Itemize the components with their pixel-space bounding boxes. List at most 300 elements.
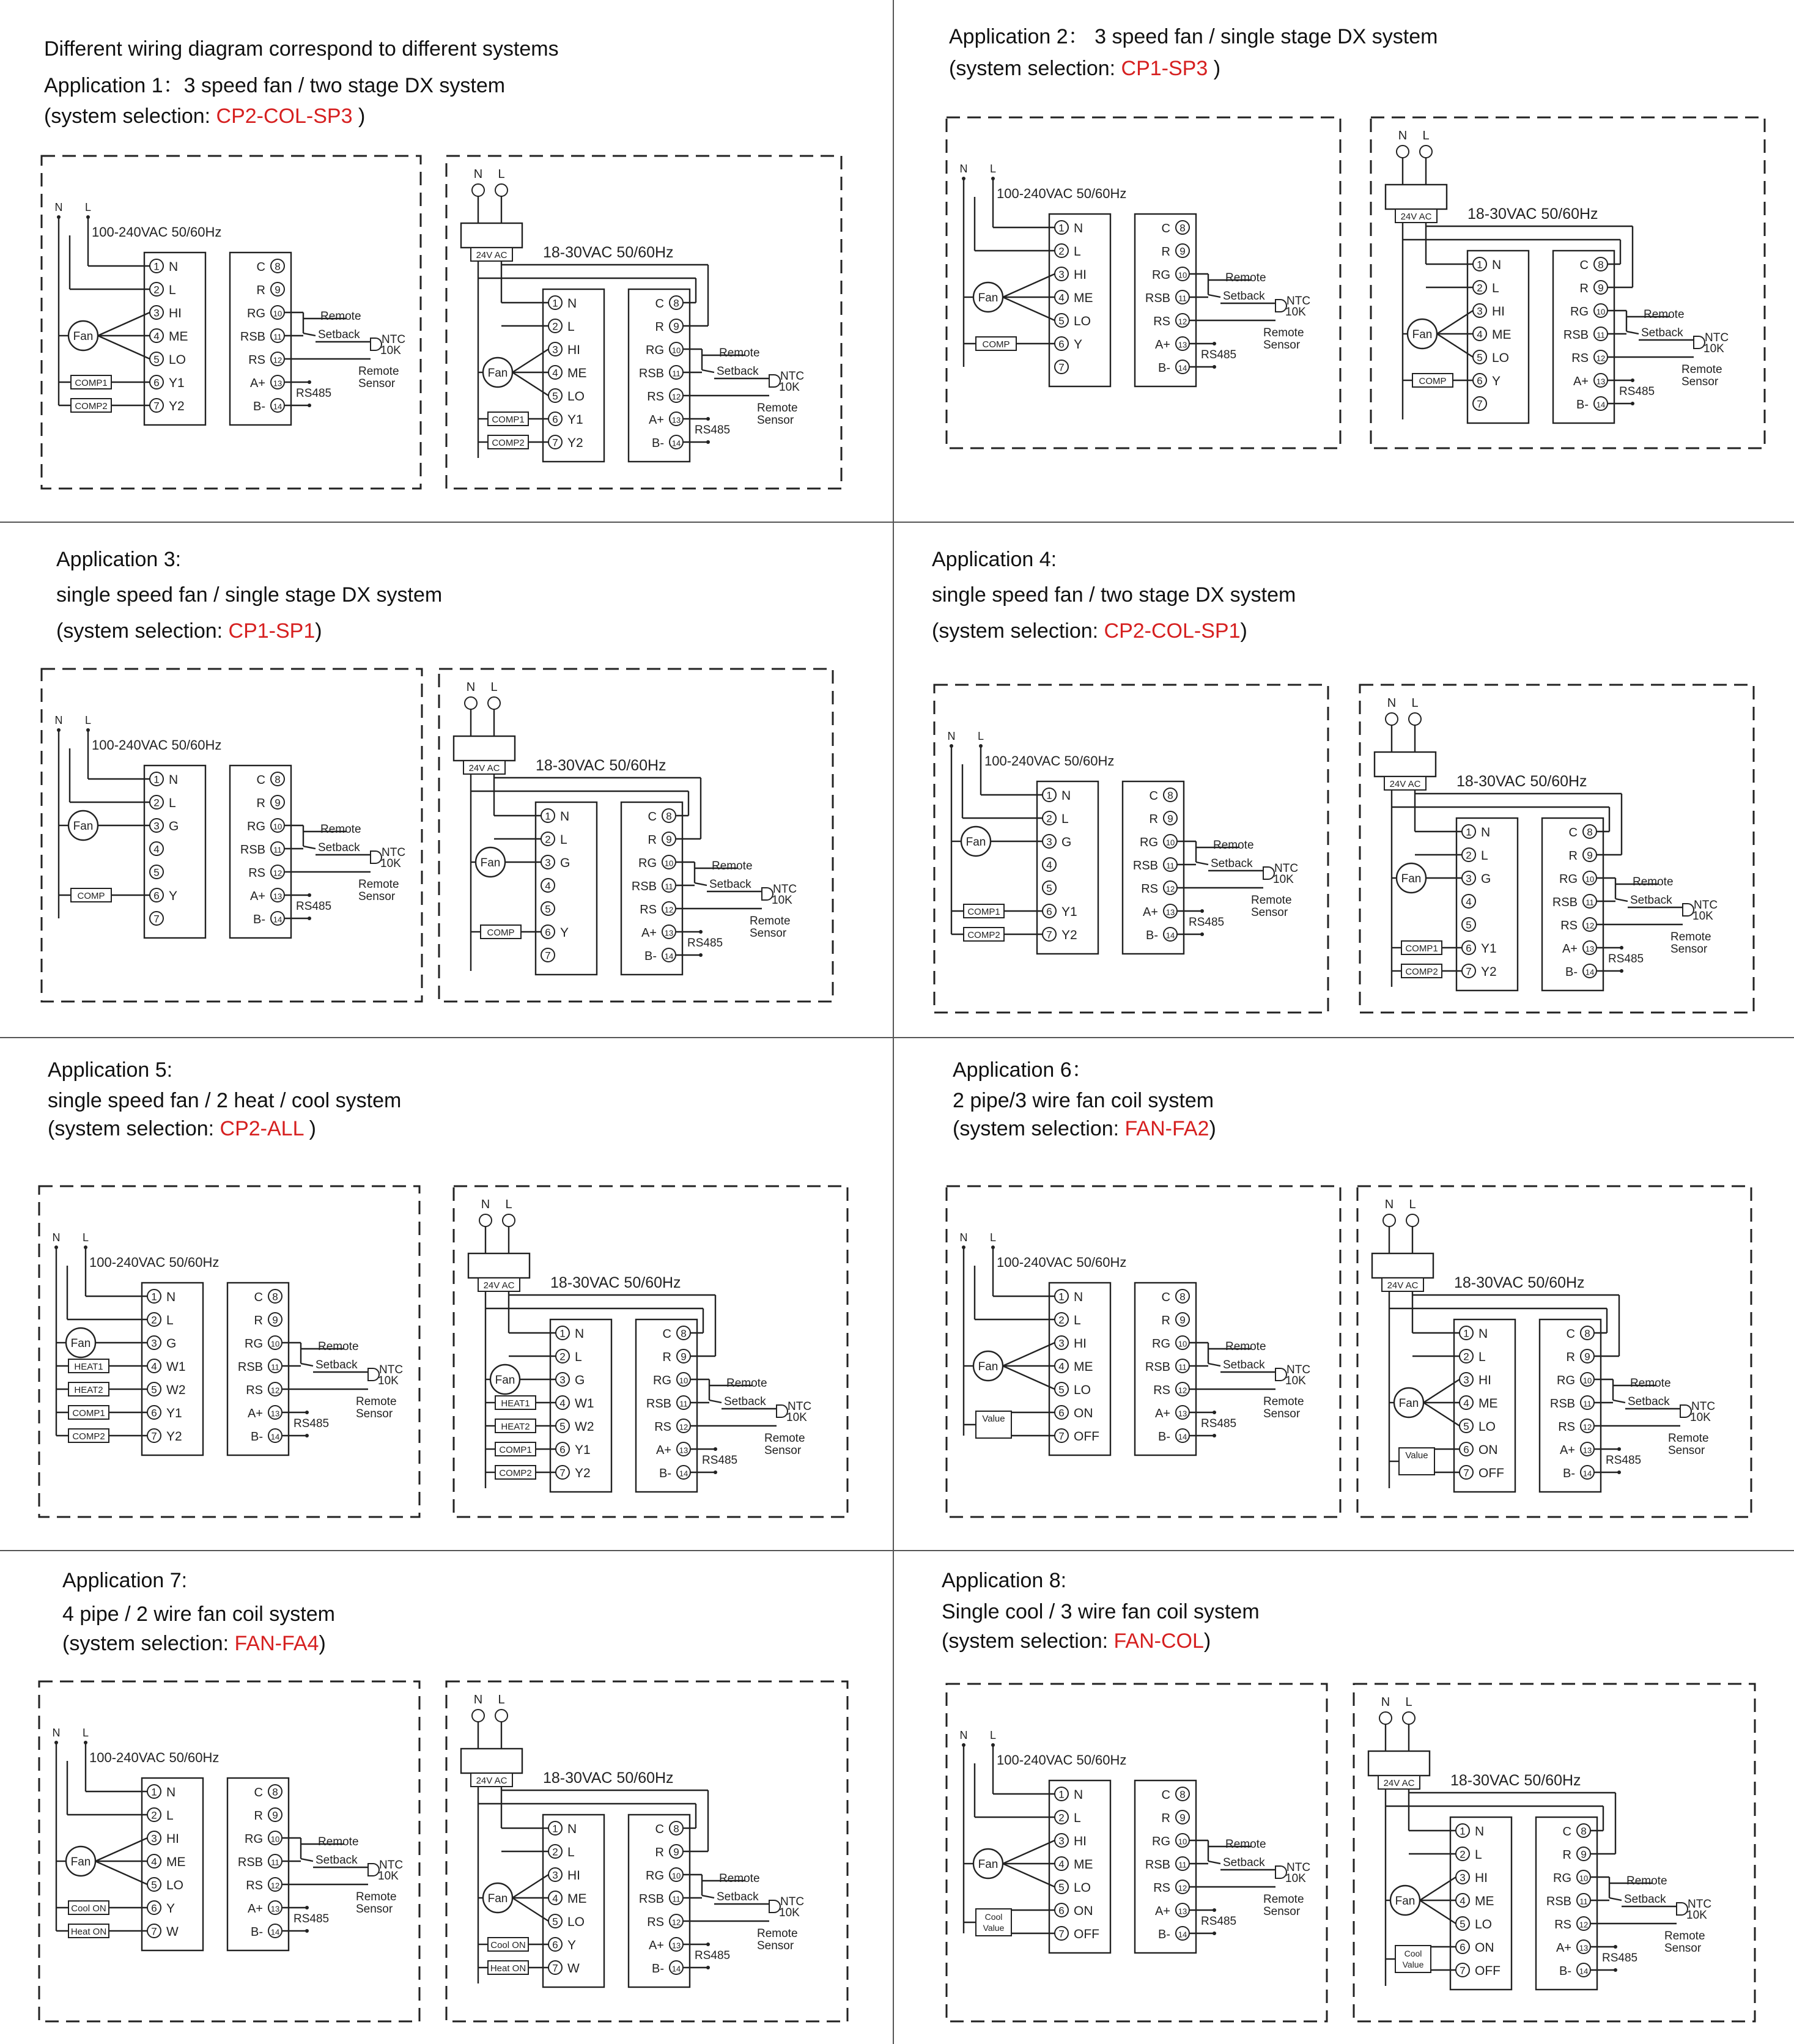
terminal-label-4: ME (1492, 328, 1512, 342)
remote-sensor-label-2: Sensor (358, 890, 396, 903)
rs485-dot-b (1213, 1434, 1216, 1437)
application-subtitle: 2 pipe/3 wire fan coil system (953, 1089, 1214, 1112)
terminal-label-2: L (166, 1313, 174, 1327)
ntc-label: NTC (1286, 1363, 1311, 1376)
ntc-10k-label: 10K (1690, 1411, 1711, 1424)
terminal-2-number: 2 (1463, 1351, 1469, 1363)
right-terminal-label-12: RS (1153, 1881, 1170, 1895)
terminal-5-number: 5 (153, 353, 160, 366)
setback-switch (303, 846, 316, 849)
right-terminal-label-13: A+ (655, 1444, 671, 1457)
device-label-1: COMP (1419, 376, 1447, 386)
supply-N-label: N (473, 1693, 483, 1706)
right-terminal-label-9: R (1579, 282, 1589, 295)
supply-N-label: N (466, 681, 476, 694)
terminal-label-5: LO (567, 1915, 585, 1929)
transformer-top (461, 1749, 522, 1773)
ntc-10k-label: 10K (786, 1411, 807, 1424)
terminal-label-3: HI (1074, 1337, 1087, 1351)
device-label-2: COMP2 (1405, 967, 1438, 977)
terminal-5-number: 5 (1463, 1420, 1469, 1433)
fan-label: Fan (1395, 1895, 1416, 1908)
system-selection-suffix: ) (1203, 1629, 1211, 1653)
terminal-label-1: N (567, 1822, 577, 1836)
right-terminal-10-number: 10 (273, 822, 282, 832)
right-terminal-11-number: 11 (1597, 330, 1605, 340)
terminal-label-7: Y2 (166, 1430, 182, 1444)
terminal-5-number: 5 (151, 1879, 157, 1891)
right-terminal-label-9: R (655, 1846, 664, 1859)
right-terminal-label-14: B- (1158, 361, 1170, 375)
right-terminal-8-number: 8 (272, 1786, 278, 1798)
right-terminal-8-number: 8 (1587, 826, 1593, 838)
right-terminal-14-number: 14 (1165, 931, 1175, 940)
terminal-2-number: 2 (153, 284, 160, 296)
right-terminal-label-10: RG (1152, 1337, 1170, 1351)
ntc-label: NTC (382, 846, 406, 859)
rs485-dot-a (1614, 1945, 1617, 1949)
remote-sensor-label-1: Remote (764, 1432, 805, 1445)
right-terminal-14-number: 14 (679, 1469, 688, 1478)
application-subtitle: single speed fan / two stage DX system (932, 583, 1296, 607)
terminal-1-number: 1 (1466, 826, 1472, 838)
right-terminal-label-8: C (1161, 1291, 1170, 1304)
rs485-dot-a (308, 380, 311, 384)
terminal-label-3: HI (567, 343, 580, 357)
right-terminal-12-number: 12 (1178, 1883, 1187, 1893)
rs485-dot-b (714, 1470, 717, 1474)
device-label-1: COMP (77, 891, 105, 901)
terminal-2-number: 2 (545, 833, 551, 846)
rs485-label: RS485 (695, 1949, 731, 1962)
right-terminal-8-number: 8 (1598, 259, 1604, 271)
terminal-label-4: ME (169, 330, 188, 344)
remote-setback-label-1: Remote (1644, 308, 1685, 321)
supply-L-label: L (498, 1693, 505, 1706)
ntc-label: NTC (379, 1363, 404, 1376)
terminal-2-number: 2 (153, 797, 160, 809)
terminal-label-4: W1 (575, 1396, 594, 1411)
application-title: Application 2： 3 speed fan / single stage DX system (949, 25, 1438, 48)
ntc-label: NTC (780, 370, 805, 383)
application-title: Application 7: (62, 1569, 188, 1592)
supply-N-label: N (52, 1727, 61, 1739)
supply-N-label: N (473, 168, 483, 181)
terminal-5-number: 5 (151, 1384, 157, 1396)
terminal-6-number: 6 (1477, 375, 1483, 387)
rs485-label: RS485 (296, 387, 332, 400)
ntc-label: NTC (1286, 295, 1311, 308)
right-terminal-label-14: B- (1146, 929, 1158, 942)
supply-voltage-label: 18-30VAC 50/60Hz (543, 1769, 674, 1787)
system-selection-prefix: (system selection: (56, 619, 229, 643)
right-terminal-11-number: 11 (273, 845, 282, 855)
right-terminal-10-number: 10 (671, 1871, 681, 1881)
supply-voltage-label: 18-30VAC 50/60Hz (536, 757, 666, 774)
fan-wire-3 (1003, 274, 1055, 297)
setback-switch (1208, 295, 1220, 297)
ntc-label: NTC (1286, 1861, 1311, 1874)
terminal-4-number: 4 (1058, 1858, 1065, 1870)
terminal-label-2: L (1074, 1313, 1081, 1327)
right-terminal-14-number: 14 (1579, 1966, 1589, 1976)
terminal-5-number: 5 (545, 903, 551, 915)
right-terminal-label-12: RS (1560, 919, 1578, 932)
fan-label: Fan (495, 1374, 515, 1387)
setback-switch (1626, 331, 1639, 334)
ntc-label: NTC (788, 1400, 812, 1413)
rs485-dot-b (1200, 932, 1204, 936)
rs485-dot-b (1213, 1931, 1216, 1935)
remote-sensor-label-1: Remote (757, 402, 798, 415)
terminal-4-number: 4 (1466, 896, 1472, 908)
terminal-label-2: L (575, 1350, 582, 1364)
terminal-2-number: 2 (552, 1846, 558, 1858)
ntc-10k-label: 10K (1692, 910, 1713, 923)
terminal-label-7: OFF (1478, 1466, 1504, 1480)
terminal-3-number: 3 (153, 307, 160, 319)
diagram-line-voltage (38, 1185, 421, 1518)
ntc-10k-label: 10K (1285, 1374, 1306, 1387)
right-terminal-label-12: RS (1554, 1918, 1571, 1931)
supply-L-label: L (82, 1727, 89, 1739)
terminal-4-number: 4 (1463, 1397, 1469, 1409)
rs485-label: RS485 (293, 1417, 330, 1430)
right-terminal-8-number: 8 (1581, 1825, 1587, 1837)
terminal-4-number: 4 (559, 1397, 566, 1409)
system-selection-suffix: ) (1209, 1117, 1216, 1140)
right-terminal-label-13: A+ (247, 1407, 263, 1420)
terminal-label-3: G (169, 819, 179, 833)
right-terminal-label-9: R (655, 320, 664, 334)
ntc-10k-label: 10K (380, 344, 401, 357)
remote-sensor-label-2: Sensor (358, 377, 396, 390)
transformer-top (454, 736, 515, 761)
fan-label: Fan (978, 292, 999, 304)
rs485-dot-a (706, 417, 710, 421)
terminal-5-number: 5 (1058, 1881, 1065, 1894)
right-terminal-10-number: 10 (664, 858, 674, 868)
right-terminal-9-number: 9 (275, 797, 281, 809)
terminal-7-number: 7 (151, 1925, 157, 1938)
system-selection-suffix: ) (315, 619, 322, 643)
right-terminal-13-number: 13 (671, 1941, 681, 1950)
right-terminal-9-number: 9 (272, 1809, 278, 1821)
right-terminal-12-number: 12 (1585, 921, 1595, 931)
rs485-dot-b (699, 953, 703, 957)
ntc-10k-label: 10K (1704, 342, 1724, 355)
device-label-2: Heat ON (490, 1963, 526, 1974)
right-terminal-label-11: RSB (1132, 859, 1158, 873)
remote-setback-label-2: Setback (318, 328, 360, 341)
terminal-5-number: 5 (552, 1916, 558, 1928)
remote-sensor-label-2: Sensor (356, 1903, 393, 1916)
terminal-6-number: 6 (151, 1902, 157, 1914)
fan-label: Fan (1398, 1397, 1419, 1410)
right-terminal-label-12: RS (1153, 315, 1170, 328)
remote-sensor-label-1: Remote (1664, 1930, 1705, 1943)
terminal-4-number: 4 (153, 843, 160, 855)
right-terminal-12-number: 12 (671, 1917, 681, 1927)
supply-voltage-label: 100-240VAC 50/60Hz (997, 1255, 1127, 1270)
device-label-2: Heat ON (70, 1927, 107, 1937)
system-selection (953, 1116, 1216, 1141)
right-terminal-label-11: RSB (1546, 1895, 1571, 1908)
transformer-label: 24V AC (1389, 779, 1421, 789)
right-terminal-10-number: 10 (1582, 1376, 1592, 1385)
terminal-2-number: 2 (1058, 1314, 1065, 1326)
right-terminal-10-number: 10 (1178, 270, 1187, 280)
right-terminal-label-13: A+ (249, 890, 265, 903)
right-terminal-8-number: 8 (673, 297, 679, 309)
right-terminal-label-8: C (1161, 222, 1170, 235)
right-terminal-14-number: 14 (671, 438, 681, 448)
terminal-7-number: 7 (1058, 361, 1065, 374)
right-terminal-14-number: 14 (1178, 1930, 1187, 1939)
right-terminal-9-number: 9 (666, 833, 672, 846)
terminal-label-7: Y2 (1061, 928, 1077, 942)
terminal-2-number: 2 (559, 1351, 566, 1363)
terminal-label-4: ME (1074, 1858, 1093, 1872)
terminal-label-6: ON (1074, 1904, 1093, 1918)
right-terminal-12-number: 12 (1582, 1422, 1592, 1432)
right-terminal-label-9: R (1161, 1812, 1170, 1825)
application-title: Application 1：3 speed fan / two stage DX system (44, 74, 506, 97)
right-terminal-13-number: 13 (664, 928, 674, 938)
remote-setback-label-1: Remote (1225, 1838, 1266, 1851)
terminal-label-1: N (169, 260, 179, 274)
terminal-label-3: HI (1074, 268, 1087, 282)
terminal-1-number: 1 (1058, 222, 1065, 234)
application-subtitle: 4 pipe / 2 wire fan coil system (62, 1603, 335, 1626)
rs485-dot-b (308, 917, 311, 920)
right-terminal-8-number: 8 (673, 1823, 679, 1835)
diagram-line-voltage (38, 1680, 421, 2023)
right-terminal-label-14: B- (659, 1467, 671, 1480)
right-terminal-label-8: C (256, 260, 265, 274)
supply-L-label: L (989, 1729, 997, 1741)
diagram-low-voltage (445, 1680, 849, 2023)
remote-setback-label-1: Remote (719, 347, 760, 360)
terminal-5-number: 5 (559, 1420, 566, 1433)
remote-setback-label-2: Setback (1641, 327, 1683, 339)
remote-setback-label-1: Remote (1626, 1875, 1667, 1887)
system-selection-prefix: (system selection: (932, 619, 1104, 643)
terminal-4-number: 4 (1058, 1360, 1065, 1373)
right-terminal-label-10: RG (1553, 1872, 1571, 1885)
right-terminal-label-9: R (256, 797, 265, 810)
terminal-6-number: 6 (552, 1939, 558, 1951)
terminal-6-number: 6 (545, 926, 551, 939)
application-title: Application 6： (953, 1058, 1093, 1082)
fan-wire-5 (95, 1861, 147, 1884)
right-terminal-10-number: 10 (1178, 1837, 1187, 1847)
terminal-label-3: HI (1475, 1871, 1488, 1885)
remote-setback-label-2: Setback (717, 1891, 759, 1903)
terminal-label-7: W (567, 1961, 580, 1976)
remote-setback-label-1: Remote (320, 823, 361, 836)
terminal-6-number: 6 (1058, 338, 1065, 350)
remote-setback-label-2: Setback (1628, 1395, 1670, 1408)
system-selection (942, 1629, 1211, 1653)
right-terminal-14-number: 14 (1178, 1432, 1187, 1442)
system-selection-prefix: (system selection: (949, 57, 1121, 80)
plug-terminal (1409, 713, 1421, 725)
right-terminal-12-number: 12 (679, 1422, 688, 1432)
plug-terminal (1379, 1712, 1392, 1724)
terminal-6-number: 6 (1058, 1905, 1065, 1917)
right-terminal-label-10: RG (1152, 1835, 1170, 1848)
system-selection-prefix: (system selection: (48, 1117, 220, 1140)
plug-terminal (503, 1214, 515, 1227)
setback-switch (695, 883, 707, 885)
rs485-label: RS485 (695, 424, 731, 437)
right-terminal-11-number: 11 (1579, 1897, 1588, 1906)
terminal-3-number: 3 (151, 1832, 157, 1845)
supply-voltage-label: 18-30VAC 50/60Hz (1467, 205, 1598, 223)
terminal-label-3: HI (169, 306, 182, 320)
right-terminal-label-13: A+ (1142, 906, 1158, 919)
remote-setback-label-2: Setback (724, 1395, 766, 1408)
right-terminal-label-13: A+ (1154, 1407, 1170, 1420)
terminal-7-number: 7 (151, 1430, 157, 1442)
fan-label: Fan (70, 1337, 91, 1350)
transformer-label: 24V AC (1383, 1778, 1415, 1788)
rs485-dot-b (1213, 365, 1216, 369)
rs485-label: RS485 (1602, 1952, 1638, 1965)
horizontal-divider-1 (0, 522, 1794, 523)
system-selection (949, 56, 1220, 81)
remote-setback-label-1: Remote (719, 1872, 760, 1885)
rs485-dot-b (305, 1929, 309, 1933)
ntc-label: NTC (1688, 1898, 1712, 1911)
terminal-5-number: 5 (153, 866, 160, 879)
ntc-label: NTC (1694, 899, 1718, 912)
remote-setback-label-2: Setback (709, 878, 751, 891)
device-label-4: COMP2 (499, 1468, 532, 1478)
device-label-1: COMP1 (75, 378, 108, 388)
setback-switch (1613, 1400, 1625, 1403)
right-terminal-14-number: 14 (273, 402, 282, 411)
terminal-label-6: Y (567, 1938, 577, 1952)
right-terminal-9-number: 9 (1167, 813, 1173, 825)
right-terminal-label-12: RS (640, 903, 657, 917)
remote-setback-label-2: Setback (1223, 1856, 1265, 1869)
right-terminal-12-number: 12 (1596, 353, 1606, 363)
ntc-10k-label: 10K (772, 894, 792, 907)
device-label-1b: Value (1402, 1960, 1424, 1969)
right-terminal-label-12: RS (647, 1916, 664, 1929)
device-label-1: Value (1405, 1450, 1428, 1461)
system-selection-code: CP1-SP1 (228, 619, 316, 643)
ntc-label: NTC (382, 333, 406, 346)
terminal-5-number: 5 (1046, 882, 1052, 895)
right-terminal-11-number: 11 (665, 882, 673, 891)
right-terminal-13-number: 13 (270, 1409, 280, 1419)
rs485-label: RS485 (1619, 385, 1655, 398)
terminal-3-number: 3 (1463, 1374, 1469, 1386)
right-terminal-label-10: RG (245, 1337, 263, 1351)
rs485-label: RS485 (1608, 953, 1644, 965)
right-terminal-label-12: RS (647, 390, 664, 404)
terminal-label-1: N (1061, 789, 1071, 803)
setback-switch (303, 333, 316, 336)
terminal-label-1: N (166, 1785, 176, 1799)
system-selection (62, 1631, 326, 1656)
terminal-4-number: 4 (1046, 859, 1052, 871)
terminal-label-3: HI (1492, 304, 1505, 319)
terminal-1-number: 1 (1463, 1327, 1469, 1340)
terminal-label-6: Y (1492, 374, 1501, 388)
terminal-7-number: 7 (153, 400, 160, 412)
right-terminal-8-number: 8 (275, 773, 281, 786)
terminal-label-2: L (1061, 812, 1069, 826)
system-selection-suffix: ) (1240, 619, 1247, 643)
right-terminal-label-12: RS (1558, 1420, 1575, 1434)
right-terminal-label-8: C (1568, 826, 1578, 839)
terminal-label-1: N (166, 1290, 176, 1304)
remote-sensor-label-2: Sensor (1670, 943, 1708, 956)
terminal-label-6: Y (1074, 338, 1083, 352)
right-terminal-label-13: A+ (641, 926, 657, 940)
setback-switch (301, 1859, 313, 1861)
right-terminal-label-14: B- (1158, 1928, 1170, 1941)
ntc-10k-label: 10K (1273, 873, 1294, 886)
right-terminal-10-number: 10 (1165, 838, 1175, 847)
terminal-label-1: N (1478, 1327, 1488, 1341)
terminal-label-4: ME (567, 366, 587, 380)
right-terminal-label-14: B- (1559, 1965, 1571, 1978)
right-terminal-10-number: 10 (273, 309, 282, 319)
terminal-3-number: 3 (552, 1869, 558, 1881)
right-terminal-11-number: 11 (1178, 1860, 1187, 1870)
right-terminal-8-number: 8 (1584, 1327, 1590, 1340)
supply-N-label: N (947, 730, 956, 742)
diagram-low-voltage (438, 668, 834, 1003)
terminal-2-number: 2 (1477, 282, 1483, 294)
application-title: Application 8: (942, 1569, 1067, 1592)
remote-sensor-label-2: Sensor (750, 927, 787, 940)
transformer-label: 24V AC (1400, 212, 1432, 222)
fan-label: Fan (487, 1892, 508, 1905)
right-terminal-13-number: 13 (1178, 1409, 1187, 1419)
right-terminal-10-number: 10 (679, 1376, 688, 1385)
right-terminal-label-8: C (1149, 789, 1158, 803)
device-label-1: Cool ON (490, 1940, 526, 1950)
terminal-label-5: W2 (575, 1420, 594, 1434)
terminal-label-6: ON (1475, 1941, 1494, 1955)
right-terminal-label-13: A+ (1562, 942, 1578, 956)
terminal-label-3: G (1481, 872, 1491, 886)
application-title: Application 5: (48, 1058, 173, 1082)
right-terminal-label-9: R (254, 1809, 263, 1823)
terminal-label-3: G (166, 1337, 177, 1351)
device-label-1: COMP1 (492, 415, 525, 425)
right-terminal-12-number: 12 (1178, 317, 1187, 327)
right-terminal-label-13: A+ (247, 1902, 263, 1916)
terminal-label-3: HI (1478, 1373, 1491, 1387)
terminal-2-number: 2 (1466, 849, 1472, 862)
right-terminal-14-number: 14 (671, 1964, 681, 1974)
right-terminal-9-number: 9 (272, 1314, 278, 1326)
terminal-label-7: Y2 (169, 399, 185, 413)
terminal-3-number: 3 (545, 857, 551, 869)
system-selection (48, 1116, 316, 1141)
supply-voltage-label: 100-240VAC 50/60Hz (997, 186, 1127, 201)
right-terminal-11-number: 11 (1583, 1399, 1592, 1409)
rs485-dot-a (1200, 909, 1204, 913)
diagram-line-voltage (40, 668, 423, 1003)
